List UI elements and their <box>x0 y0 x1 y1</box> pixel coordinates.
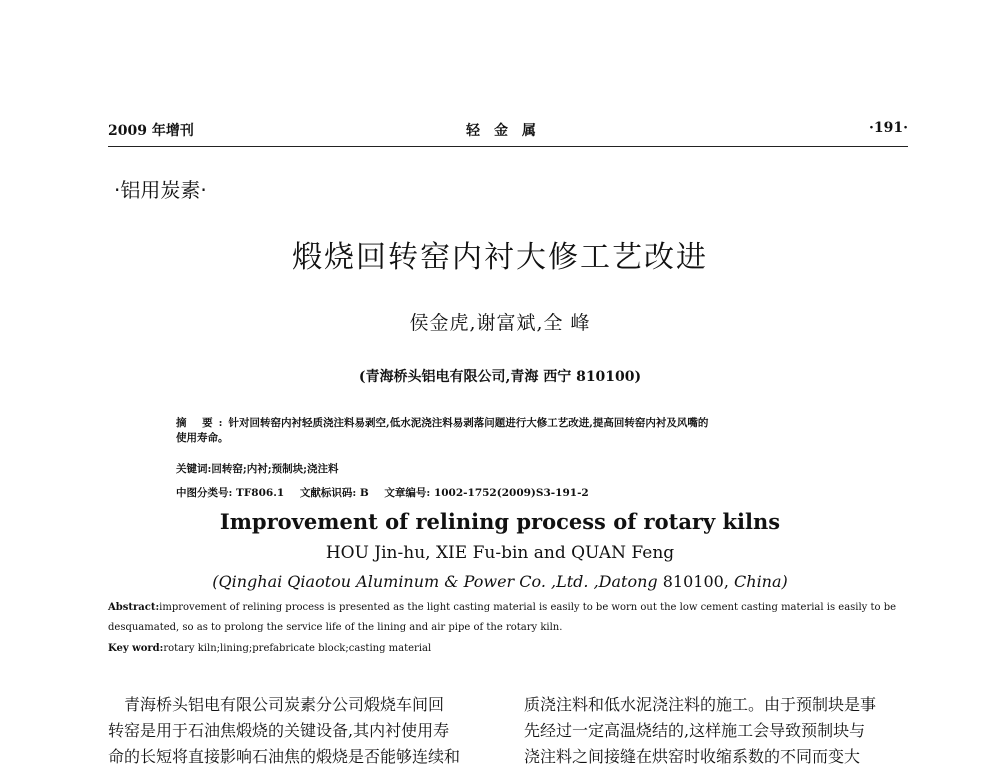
keywords-en <box>108 639 908 659</box>
affiliation-en-postcode: 810100, <box>662 572 729 591</box>
classification-cn <box>176 486 876 501</box>
keywords-cn-label: 关键词: <box>176 463 212 475</box>
page-number: ·191· <box>869 120 908 136</box>
issue-label: 2009 年增刊 <box>108 123 194 139</box>
journal-name: 轻金属 <box>466 123 550 139</box>
authors-en: HOU Jin-hu, XIE Fu-bin and QUAN Feng <box>325 543 675 563</box>
article-number: 文章编号: 1002-1752(2009)S3-191-2 <box>384 487 589 499</box>
body-left-line2: 转窑是用于石油焦煅烧的关键设备,其内衬使用寿 <box>108 721 450 740</box>
document-code: 文献标识码: B <box>299 487 369 499</box>
keywords-en-label: Key word: <box>108 643 164 654</box>
abstract-en-line2: desquamated, so as to prolong the service life of the lining and air pipe of the rotary kiln. <box>108 622 563 633</box>
paper-title-cn: 煅烧回转窑内衬大修工艺改进 <box>292 240 708 275</box>
section-label: ·铝用炭素· <box>114 178 207 202</box>
body-column-left <box>108 692 488 770</box>
body-right-line2: 先经过一定高温烧结的,这样施工会导致预制块与 <box>524 721 866 740</box>
clc-number: 中图分类号: TF806.1 <box>176 487 285 499</box>
body-left-line3: 命的长短将直接影响石油焦的煅烧是否能够连续和 <box>108 747 461 766</box>
header-rule <box>108 146 908 147</box>
abstract-en <box>108 598 908 638</box>
abstract-en-label: Abstract: <box>108 602 160 613</box>
body-right-line1: 质浇注料和低水泥浇注料的施工。由于预制块是事 <box>524 695 877 714</box>
keywords-cn <box>176 462 876 477</box>
paper-title-en: Improvement of relining process of rotary kilns <box>219 509 781 534</box>
body-right-line3: 浇注料之间接缝在烘窑时收缩系数的不同而变大 <box>524 747 861 766</box>
affiliation-en <box>0 572 1000 591</box>
abstract-cn <box>176 416 876 446</box>
keywords-cn-text: 回转窑;内衬;预制块;浇注料 <box>211 463 339 475</box>
keywords-en-text: rotary kiln;lining;prefabricate block;casting material <box>163 643 432 654</box>
running-header <box>108 120 908 142</box>
body-column-right <box>524 692 904 770</box>
abstract-en-line1: improvement of relining process is presented as the light casting material is easily to be worn out the low cement casting material is easily to be <box>159 602 897 613</box>
abstract-cn-label: 摘 要: <box>176 417 229 429</box>
abstract-cn-line1: 针对回转窑内衬轻质浇注料易剥空,低水泥浇注料易剥落问题进行大修工艺改进,提高回转窑内衬及风嘴的 <box>228 417 709 429</box>
abstract-cn-line2: 使用寿命。 <box>176 432 229 444</box>
affiliation-cn: (青海桥头铝电有限公司,青海 西宁 810100) <box>358 369 642 385</box>
affiliation-en-org: (Qinghai Qiaotou Aluminum & Power Co. ,Ltd. ,Datong <box>212 572 658 591</box>
authors-cn: 侯金虎,谢富斌,全 峰 <box>409 312 591 334</box>
affiliation-en-country: China) <box>734 572 788 591</box>
body-left-line1: 青海桥头铝电有限公司炭素分公司煅烧车间回 <box>124 695 445 714</box>
